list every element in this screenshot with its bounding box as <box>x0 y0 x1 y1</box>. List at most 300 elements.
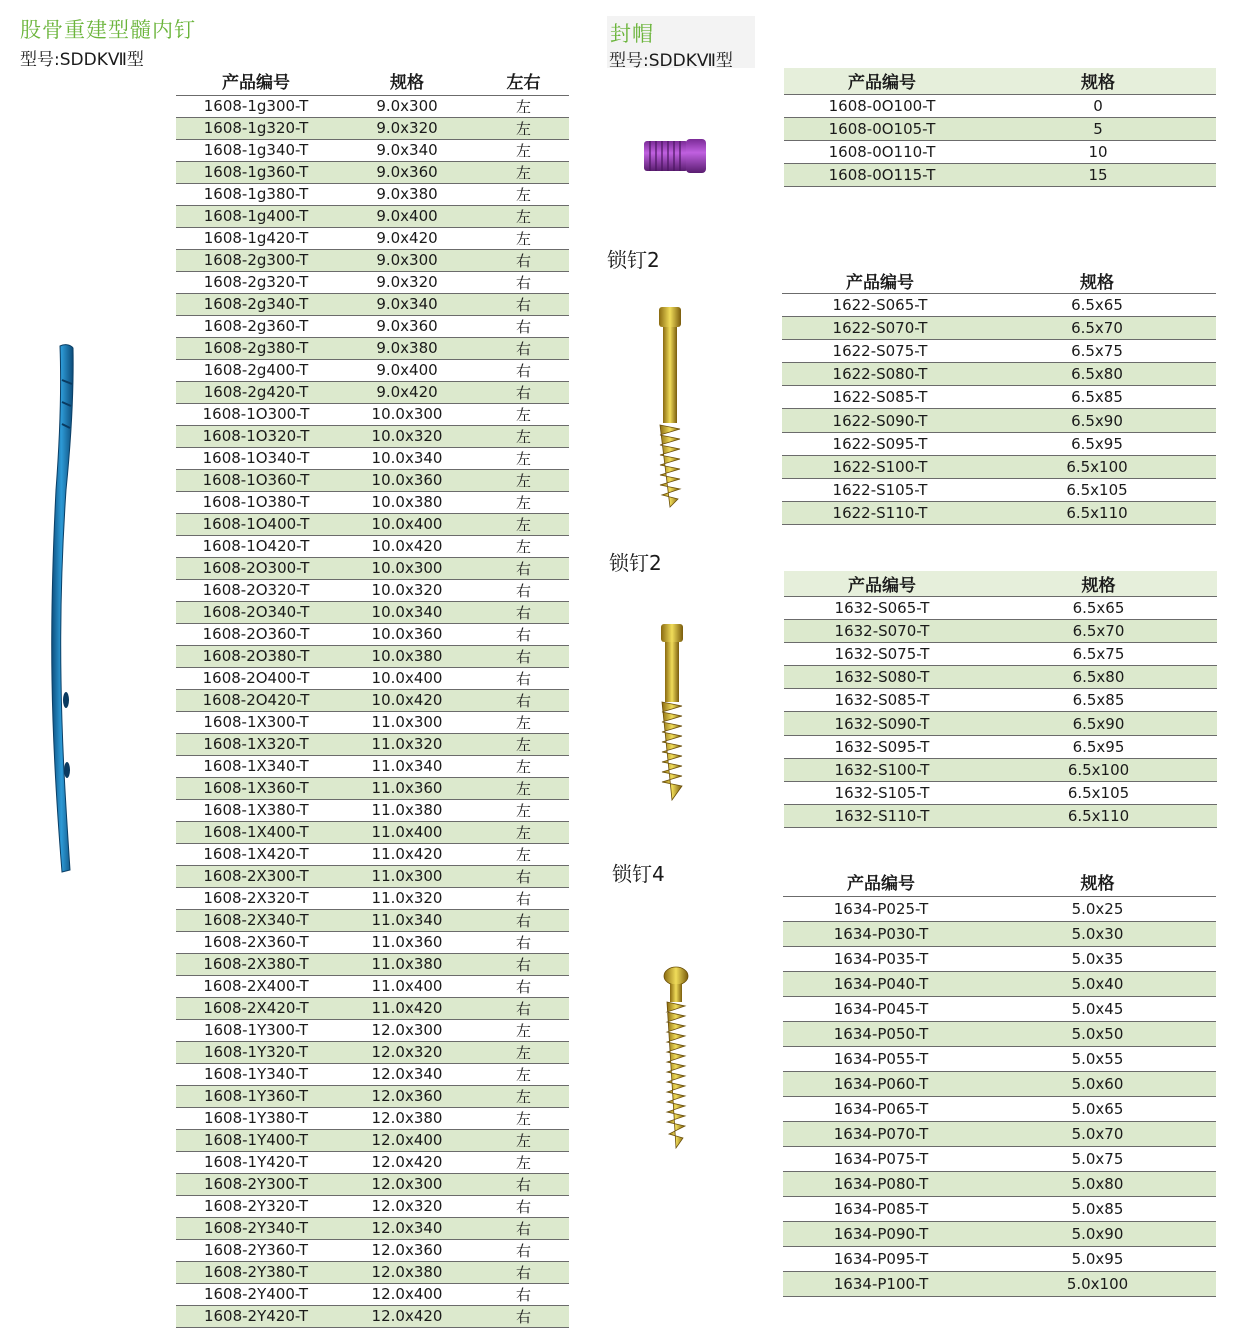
table-row <box>784 597 1217 620</box>
spec-cell: 9.0x340 <box>336 139 478 161</box>
side-cell: 右 <box>478 1239 569 1261</box>
table-row <box>782 501 1216 524</box>
table-row <box>176 887 569 909</box>
side-cell: 左 <box>478 205 569 227</box>
spec-cell: 9.0x380 <box>336 183 478 205</box>
spec-cell: 6.5x100 <box>978 455 1216 478</box>
spec-cell: 5.0x40 <box>979 971 1216 996</box>
col-header-side: 左右 <box>478 66 569 95</box>
product-code-cell: 1622-S070-T <box>782 317 978 340</box>
table-row <box>783 921 1216 946</box>
product-code-cell: 1608-0O100-T <box>784 94 980 117</box>
spec-cell: 12.0x400 <box>336 1283 478 1305</box>
product-code-cell: 1608-1g360-T <box>176 161 336 183</box>
table-row <box>176 667 569 689</box>
spec-cell: 12.0x360 <box>336 1085 478 1107</box>
product-code-cell: 1634-P025-T <box>783 896 979 921</box>
product-code-cell: 1608-1Y300-T <box>176 1019 336 1041</box>
table-row <box>783 996 1216 1021</box>
side-cell: 右 <box>478 931 569 953</box>
table-row <box>784 163 1216 186</box>
spec-cell: 6.5x95 <box>978 432 1216 455</box>
product-code-cell: 1608-1Y360-T <box>176 1085 336 1107</box>
spec-cell: 11.0x320 <box>336 887 478 909</box>
spec-cell: 5 <box>980 117 1216 140</box>
nail-title: 股骨重建型髓内钉 <box>20 18 196 42</box>
table-row <box>176 1151 569 1173</box>
spec-cell: 5.0x90 <box>979 1221 1216 1246</box>
product-code-cell: 1632-S075-T <box>784 643 980 666</box>
product-code-cell: 1608-2Y340-T <box>176 1217 336 1239</box>
table-row <box>176 931 569 953</box>
side-cell: 右 <box>478 601 569 623</box>
table-row <box>783 896 1216 921</box>
product-code-cell: 1632-S110-T <box>784 804 980 827</box>
table-row <box>176 711 569 733</box>
table-row <box>782 478 1216 501</box>
product-code-cell: 1634-P085-T <box>783 1196 979 1221</box>
table-row <box>176 1041 569 1063</box>
product-code-cell: 1632-S065-T <box>784 597 980 620</box>
table-row <box>176 535 569 557</box>
table-row <box>176 1283 569 1305</box>
table-row <box>176 1217 569 1239</box>
table-row <box>176 205 569 227</box>
side-cell: 右 <box>478 623 569 645</box>
side-cell: 左 <box>478 1085 569 1107</box>
spec-cell: 9.0x320 <box>336 271 478 293</box>
table-row <box>176 1239 569 1261</box>
product-code-cell: 1608-2g300-T <box>176 249 336 271</box>
product-code-cell: 1608-2Y420-T <box>176 1305 336 1327</box>
product-code-cell: 1608-1Y380-T <box>176 1107 336 1129</box>
spec-cell: 9.0x320 <box>336 117 478 139</box>
product-code-cell: 1634-P065-T <box>783 1096 979 1121</box>
table-row <box>176 293 569 315</box>
product-code-cell: 1634-P030-T <box>783 921 979 946</box>
spec-cell: 6.5x110 <box>980 804 1217 827</box>
spec-cell: 10.0x340 <box>336 447 478 469</box>
product-code-cell: 1608-1g300-T <box>176 95 336 117</box>
side-cell: 左 <box>478 491 569 513</box>
screw-b-table <box>784 571 1217 828</box>
product-code-cell: 1608-1O340-T <box>176 447 336 469</box>
table-row <box>784 94 1216 117</box>
screw-b-label: 锁钉2 <box>609 551 662 575</box>
product-code-cell: 1608-2X380-T <box>176 953 336 975</box>
side-cell: 左 <box>478 755 569 777</box>
spec-cell: 5.0x80 <box>979 1171 1216 1196</box>
product-code-cell: 1608-2Y400-T <box>176 1283 336 1305</box>
spec-cell: 9.0x420 <box>336 381 478 403</box>
product-code-cell: 1608-1Y320-T <box>176 1041 336 1063</box>
table-row <box>176 975 569 997</box>
spec-cell: 10.0x380 <box>336 491 478 513</box>
product-code-cell: 1622-S085-T <box>782 386 978 409</box>
product-code-cell: 1634-P080-T <box>783 1171 979 1196</box>
side-cell: 右 <box>478 689 569 711</box>
table-row <box>783 1221 1216 1246</box>
table-row <box>783 1046 1216 1071</box>
col-header-spec: 规格 <box>980 571 1217 597</box>
side-cell: 右 <box>478 865 569 887</box>
side-cell: 左 <box>478 227 569 249</box>
col-header-spec: 规格 <box>336 66 478 95</box>
table-row <box>176 601 569 623</box>
product-code-cell: 1608-2Y380-T <box>176 1261 336 1283</box>
side-cell: 右 <box>478 997 569 1019</box>
product-code-cell: 1622-S080-T <box>782 363 978 386</box>
product-code-cell: 1608-2g360-T <box>176 315 336 337</box>
product-code-cell: 1608-1g420-T <box>176 227 336 249</box>
table-row <box>176 139 569 161</box>
table-row <box>176 645 569 667</box>
spec-cell: 11.0x320 <box>336 733 478 755</box>
side-cell: 左 <box>478 1041 569 1063</box>
product-code-cell: 1632-S105-T <box>784 781 980 804</box>
product-code-cell: 1608-1g320-T <box>176 117 336 139</box>
spec-cell: 10.0x400 <box>336 667 478 689</box>
spec-cell: 10.0x380 <box>336 645 478 667</box>
product-code-cell: 1634-P055-T <box>783 1046 979 1071</box>
product-code-cell: 1608-1X360-T <box>176 777 336 799</box>
spec-cell: 6.5x75 <box>978 340 1216 363</box>
spec-cell: 10.0x360 <box>336 623 478 645</box>
spec-cell: 12.0x400 <box>336 1129 478 1151</box>
screw-c-table <box>783 868 1216 1297</box>
spec-cell: 11.0x400 <box>336 821 478 843</box>
spec-cell: 6.5x85 <box>978 386 1216 409</box>
spec-cell: 12.0x380 <box>336 1107 478 1129</box>
side-cell: 左 <box>478 711 569 733</box>
spec-cell: 11.0x300 <box>336 865 478 887</box>
table-row <box>782 317 1216 340</box>
product-code-cell: 1608-1O420-T <box>176 535 336 557</box>
spec-cell: 6.5x95 <box>980 735 1217 758</box>
spec-cell: 6.5x80 <box>980 666 1217 689</box>
side-cell: 右 <box>478 645 569 667</box>
product-code-cell: 1608-1X420-T <box>176 843 336 865</box>
table-row <box>176 1107 569 1129</box>
side-cell: 右 <box>478 579 569 601</box>
table-row <box>176 513 569 535</box>
col-header-product-code: 产品编号 <box>176 66 336 95</box>
side-cell: 右 <box>478 887 569 909</box>
product-code-cell: 1608-1O360-T <box>176 469 336 491</box>
spec-cell: 12.0x360 <box>336 1239 478 1261</box>
product-code-cell: 1622-S065-T <box>782 294 978 317</box>
table-row <box>783 1146 1216 1171</box>
side-cell: 左 <box>478 425 569 447</box>
spec-cell: 6.5x105 <box>980 781 1217 804</box>
product-code-cell: 1608-1Y340-T <box>176 1063 336 1085</box>
table-row <box>784 643 1217 666</box>
table-row <box>176 1085 569 1107</box>
product-code-cell: 1632-S090-T <box>784 712 980 735</box>
spec-cell: 9.0x420 <box>336 227 478 249</box>
spec-cell: 5.0x50 <box>979 1021 1216 1046</box>
side-cell: 左 <box>478 1063 569 1085</box>
side-cell: 左 <box>478 733 569 755</box>
spec-cell: 10.0x300 <box>336 403 478 425</box>
product-code-cell: 1608-1X380-T <box>176 799 336 821</box>
product-code-cell: 1608-1O380-T <box>176 491 336 513</box>
table-row <box>176 755 569 777</box>
cap-table <box>784 68 1216 187</box>
product-code-cell: 1622-S110-T <box>782 501 978 524</box>
table-row <box>782 409 1216 432</box>
side-cell: 右 <box>478 557 569 579</box>
table-row <box>783 1071 1216 1096</box>
nail-table <box>176 66 569 1328</box>
col-header-product-code: 产品编号 <box>784 68 980 94</box>
side-cell: 左 <box>478 777 569 799</box>
table-row <box>784 781 1217 804</box>
spec-cell: 12.0x340 <box>336 1217 478 1239</box>
product-code-cell: 1634-P090-T <box>783 1221 979 1246</box>
side-cell: 右 <box>478 975 569 997</box>
col-header-spec: 规格 <box>979 868 1216 896</box>
side-cell: 右 <box>478 909 569 931</box>
col-header-product-code: 产品编号 <box>782 268 978 294</box>
spec-cell: 10.0x360 <box>336 469 478 491</box>
table-row <box>176 689 569 711</box>
product-code-cell: 1632-S080-T <box>784 666 980 689</box>
table-row <box>176 1305 569 1327</box>
spec-cell: 15 <box>980 163 1216 186</box>
table-row <box>783 1196 1216 1221</box>
locking-screw-a-image <box>650 305 690 510</box>
table-row <box>176 469 569 491</box>
spec-cell: 11.0x340 <box>336 909 478 931</box>
table-row <box>783 1121 1216 1146</box>
spec-cell: 6.5x85 <box>980 689 1217 712</box>
spec-cell: 6.5x65 <box>980 597 1217 620</box>
product-code-cell: 1622-S100-T <box>782 455 978 478</box>
table-row <box>176 271 569 293</box>
spec-cell: 9.0x340 <box>336 293 478 315</box>
col-header-product-code: 产品编号 <box>784 571 980 597</box>
side-cell: 左 <box>478 403 569 425</box>
product-code-cell: 1622-S105-T <box>782 478 978 501</box>
spec-cell: 12.0x340 <box>336 1063 478 1085</box>
spec-cell: 9.0x300 <box>336 95 478 117</box>
spec-cell: 6.5x70 <box>980 620 1217 643</box>
product-code-cell: 1608-2O420-T <box>176 689 336 711</box>
product-code-cell: 1634-P050-T <box>783 1021 979 1046</box>
product-code-cell: 1608-1X340-T <box>176 755 336 777</box>
spec-cell: 6.5x80 <box>978 363 1216 386</box>
product-code-cell: 1608-1Y400-T <box>176 1129 336 1151</box>
product-code-cell: 1634-P035-T <box>783 946 979 971</box>
table-row <box>176 1195 569 1217</box>
spec-cell: 10.0x320 <box>336 425 478 447</box>
side-cell: 左 <box>478 139 569 161</box>
spec-cell: 11.0x420 <box>336 997 478 1019</box>
table-row <box>784 735 1217 758</box>
spec-cell: 11.0x400 <box>336 975 478 997</box>
product-code-cell: 1632-S085-T <box>784 689 980 712</box>
table-row <box>784 117 1216 140</box>
product-code-cell: 1608-2O320-T <box>176 579 336 601</box>
spec-cell: 5.0x65 <box>979 1096 1216 1121</box>
side-cell: 左 <box>478 447 569 469</box>
product-code-cell: 1608-2X300-T <box>176 865 336 887</box>
spec-cell: 12.0x300 <box>336 1173 478 1195</box>
locking-screw-b-image <box>652 622 692 802</box>
product-code-cell: 1634-P060-T <box>783 1071 979 1096</box>
side-cell: 左 <box>478 1129 569 1151</box>
product-code-cell: 1608-2g400-T <box>176 359 336 381</box>
table-row <box>176 733 569 755</box>
product-code-cell: 1608-2X420-T <box>176 997 336 1019</box>
spec-cell: 5.0x30 <box>979 921 1216 946</box>
table-row <box>176 557 569 579</box>
product-code-cell: 1608-1X300-T <box>176 711 336 733</box>
table-row <box>783 1271 1216 1296</box>
spec-cell: 10 <box>980 140 1216 163</box>
product-code-cell: 1608-2Y300-T <box>176 1173 336 1195</box>
side-cell: 左 <box>478 95 569 117</box>
screw-a-table <box>782 268 1216 525</box>
spec-cell: 6.5x90 <box>978 409 1216 432</box>
spec-cell: 12.0x320 <box>336 1041 478 1063</box>
table-row <box>176 623 569 645</box>
spec-cell: 0 <box>980 94 1216 117</box>
intramedullary-nail-image <box>40 340 90 880</box>
side-cell: 左 <box>478 183 569 205</box>
product-code-cell: 1608-2X400-T <box>176 975 336 997</box>
side-cell: 右 <box>478 1261 569 1283</box>
table-row <box>176 359 569 381</box>
screw-c-label: 锁钉4 <box>612 862 665 886</box>
table-row <box>176 821 569 843</box>
table-row <box>176 447 569 469</box>
side-cell: 右 <box>478 1305 569 1327</box>
table-row <box>176 249 569 271</box>
spec-cell: 10.0x320 <box>336 579 478 601</box>
table-row <box>176 579 569 601</box>
cap-title: 封帽 <box>610 22 654 46</box>
product-code-cell: 1608-1X400-T <box>176 821 336 843</box>
table-row <box>784 712 1217 735</box>
spec-cell: 5.0x95 <box>979 1246 1216 1271</box>
spec-cell: 11.0x380 <box>336 799 478 821</box>
side-cell: 左 <box>478 161 569 183</box>
spec-cell: 6.5x65 <box>978 294 1216 317</box>
product-code-cell: 1608-2O300-T <box>176 557 336 579</box>
side-cell: 左 <box>478 1107 569 1129</box>
table-row <box>782 363 1216 386</box>
table-row <box>176 425 569 447</box>
side-cell: 右 <box>478 667 569 689</box>
spec-cell: 9.0x300 <box>336 249 478 271</box>
table-row <box>176 799 569 821</box>
side-cell: 右 <box>478 337 569 359</box>
product-code-cell: 1608-1g380-T <box>176 183 336 205</box>
side-cell: 左 <box>478 843 569 865</box>
table-row <box>176 1063 569 1085</box>
spec-cell: 6.5x90 <box>980 712 1217 735</box>
product-code-cell: 1632-S095-T <box>784 735 980 758</box>
col-header-spec: 规格 <box>980 68 1216 94</box>
table-row <box>176 403 569 425</box>
product-code-cell: 1634-P100-T <box>783 1271 979 1296</box>
product-code-cell: 1608-1X320-T <box>176 733 336 755</box>
side-cell: 右 <box>478 293 569 315</box>
table-row <box>783 1246 1216 1271</box>
side-cell: 右 <box>478 1283 569 1305</box>
table-row <box>783 1096 1216 1121</box>
col-header-product-code: 产品编号 <box>783 868 979 896</box>
spec-cell: 5.0x45 <box>979 996 1216 1021</box>
spec-cell: 5.0x25 <box>979 896 1216 921</box>
table-row <box>176 997 569 1019</box>
product-code-cell: 1608-0O115-T <box>784 163 980 186</box>
product-code-cell: 1632-S100-T <box>784 758 980 781</box>
spec-cell: 6.5x70 <box>978 317 1216 340</box>
table-row <box>176 183 569 205</box>
cap-model: 型号:SDDKⅦ型 <box>609 51 733 71</box>
table-row <box>784 620 1217 643</box>
spec-cell: 11.0x340 <box>336 755 478 777</box>
product-code-cell: 1608-1g400-T <box>176 205 336 227</box>
table-row <box>176 1261 569 1283</box>
spec-cell: 9.0x360 <box>336 161 478 183</box>
spec-cell: 6.5x75 <box>980 643 1217 666</box>
table-row <box>176 337 569 359</box>
table-row <box>782 340 1216 363</box>
table-row <box>784 140 1216 163</box>
table-row <box>176 909 569 931</box>
side-cell: 右 <box>478 1173 569 1195</box>
side-cell: 左 <box>478 1151 569 1173</box>
product-code-cell: 1622-S090-T <box>782 409 978 432</box>
table-row <box>176 315 569 337</box>
product-code-cell: 1608-2g320-T <box>176 271 336 293</box>
spec-cell: 9.0x360 <box>336 315 478 337</box>
table-row <box>176 381 569 403</box>
product-code-cell: 1608-2X360-T <box>176 931 336 953</box>
table-row <box>176 117 569 139</box>
end-cap-image <box>640 135 710 177</box>
screw-a-label: 锁钉2 <box>607 248 660 272</box>
side-cell: 左 <box>478 799 569 821</box>
table-row <box>784 804 1217 827</box>
product-code-cell: 1622-S095-T <box>782 432 978 455</box>
side-cell: 左 <box>478 469 569 491</box>
product-code-cell: 1608-1Y420-T <box>176 1151 336 1173</box>
product-code-cell: 1634-P040-T <box>783 971 979 996</box>
product-code-cell: 1608-0O110-T <box>784 140 980 163</box>
side-cell: 右 <box>478 381 569 403</box>
product-code-cell: 1608-1g340-T <box>176 139 336 161</box>
product-code-cell: 1632-S070-T <box>784 620 980 643</box>
table-row <box>176 1019 569 1041</box>
table-row <box>783 946 1216 971</box>
spec-cell: 11.0x360 <box>336 777 478 799</box>
spec-cell: 12.0x320 <box>336 1195 478 1217</box>
product-code-cell: 1608-2Y320-T <box>176 1195 336 1217</box>
table-row <box>784 758 1217 781</box>
table-row <box>783 1171 1216 1196</box>
spec-cell: 5.0x60 <box>979 1071 1216 1096</box>
spec-cell: 10.0x400 <box>336 513 478 535</box>
product-code-cell: 1608-2g340-T <box>176 293 336 315</box>
product-code-cell: 1608-2g380-T <box>176 337 336 359</box>
spec-cell: 9.0x400 <box>336 205 478 227</box>
product-code-cell: 1634-P075-T <box>783 1146 979 1171</box>
